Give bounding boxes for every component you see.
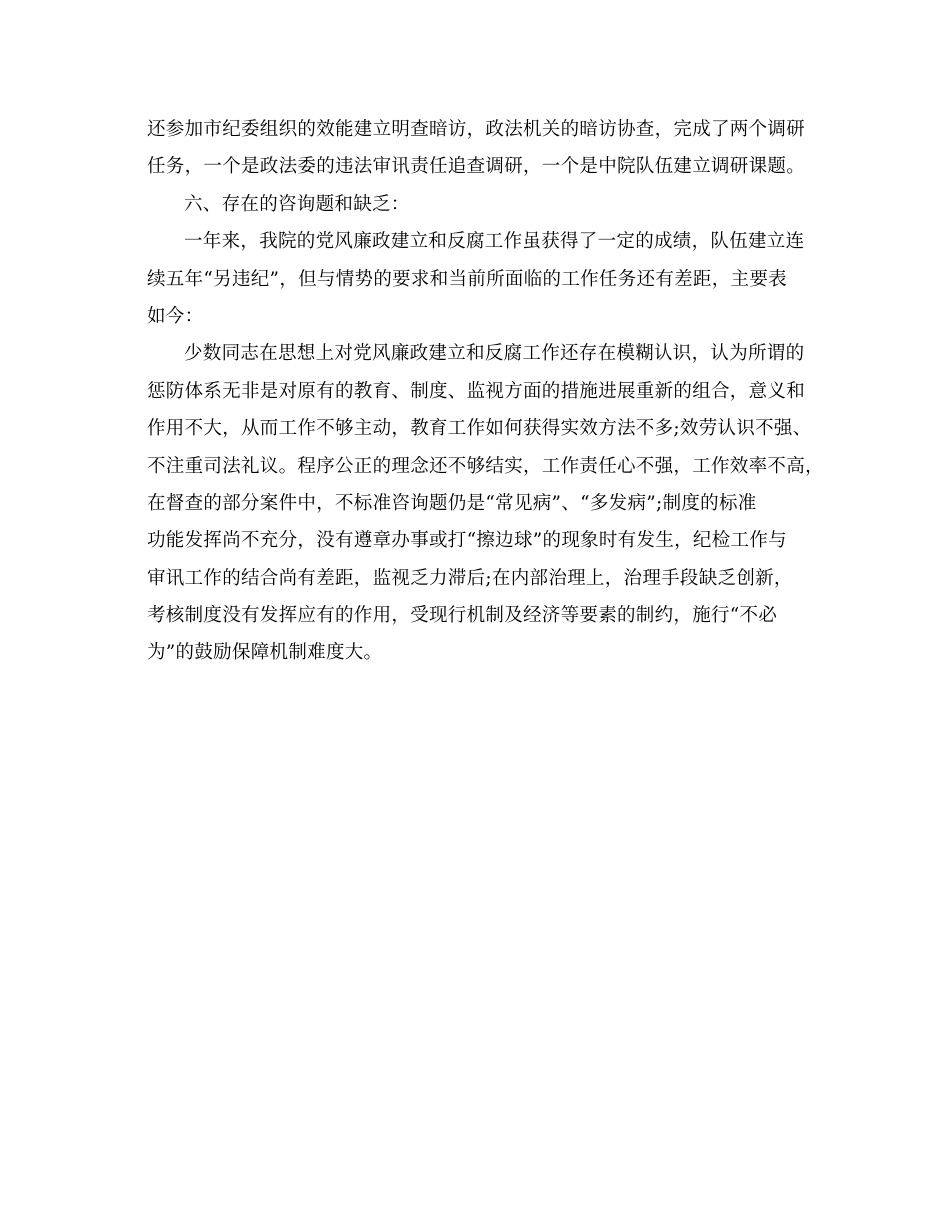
text-line: 考核制度没有发挥应有的作用，受现行机制及经济等要素的制约，施行“不必 xyxy=(147,605,778,627)
text-line: 一年来，我院的党风廉政建立和反腐工作虽获得了一定的成绩，队伍建立连 xyxy=(184,231,805,253)
text-line: 在督查的部分案件中，不标准咨询题仍是“常见病”、“多发病”;制度的标准 xyxy=(147,492,757,514)
text-line: 如今： xyxy=(147,305,204,327)
text-line: 不注重司法礼议。程序公正的理念还不够结实，工作责任心不强，工作效率不高， xyxy=(147,455,824,477)
text-line: 作用不大，从而工作不够主动，教育工作如何获得实效方法不多;效劳认识不强、 xyxy=(147,418,812,440)
text-line: 审讯工作的结合尚有差距，监视乏力滞后;在内部治理上，治理手段缺乏创新， xyxy=(147,567,793,589)
text-line: 为”的鼓励保障机制难度大。 xyxy=(147,642,383,664)
text-line: 功能发挥尚不充分，没有遵章办事或打“擦边球”的现象时有发生，纪检工作与 xyxy=(147,530,787,552)
text-line: 还参加市纪委组织的效能建立明查暗访，政法机关的暗访协查，完成了两个调研 xyxy=(147,119,806,140)
text-line: 任务，一个是政法委的违法审讯责任追查调研，一个是中院队伍建立调研课题。 xyxy=(147,156,806,178)
text-line: 续五年“另违纪”，但与情势的要求和当前所面临的工作任务还有差距，主要表 xyxy=(147,268,787,290)
text-line: 少数同志在思想上对党风廉政建立和反腐工作还存在模糊认识，认为所谓的 xyxy=(184,343,805,365)
text-line: 惩防体系无非是对原有的教育、制度、监视方面的措施进展重新的组合，意义和 xyxy=(147,380,806,402)
section-heading: 六、存在的咨询题和缺乏： xyxy=(184,193,410,215)
document-body xyxy=(147,118,824,679)
